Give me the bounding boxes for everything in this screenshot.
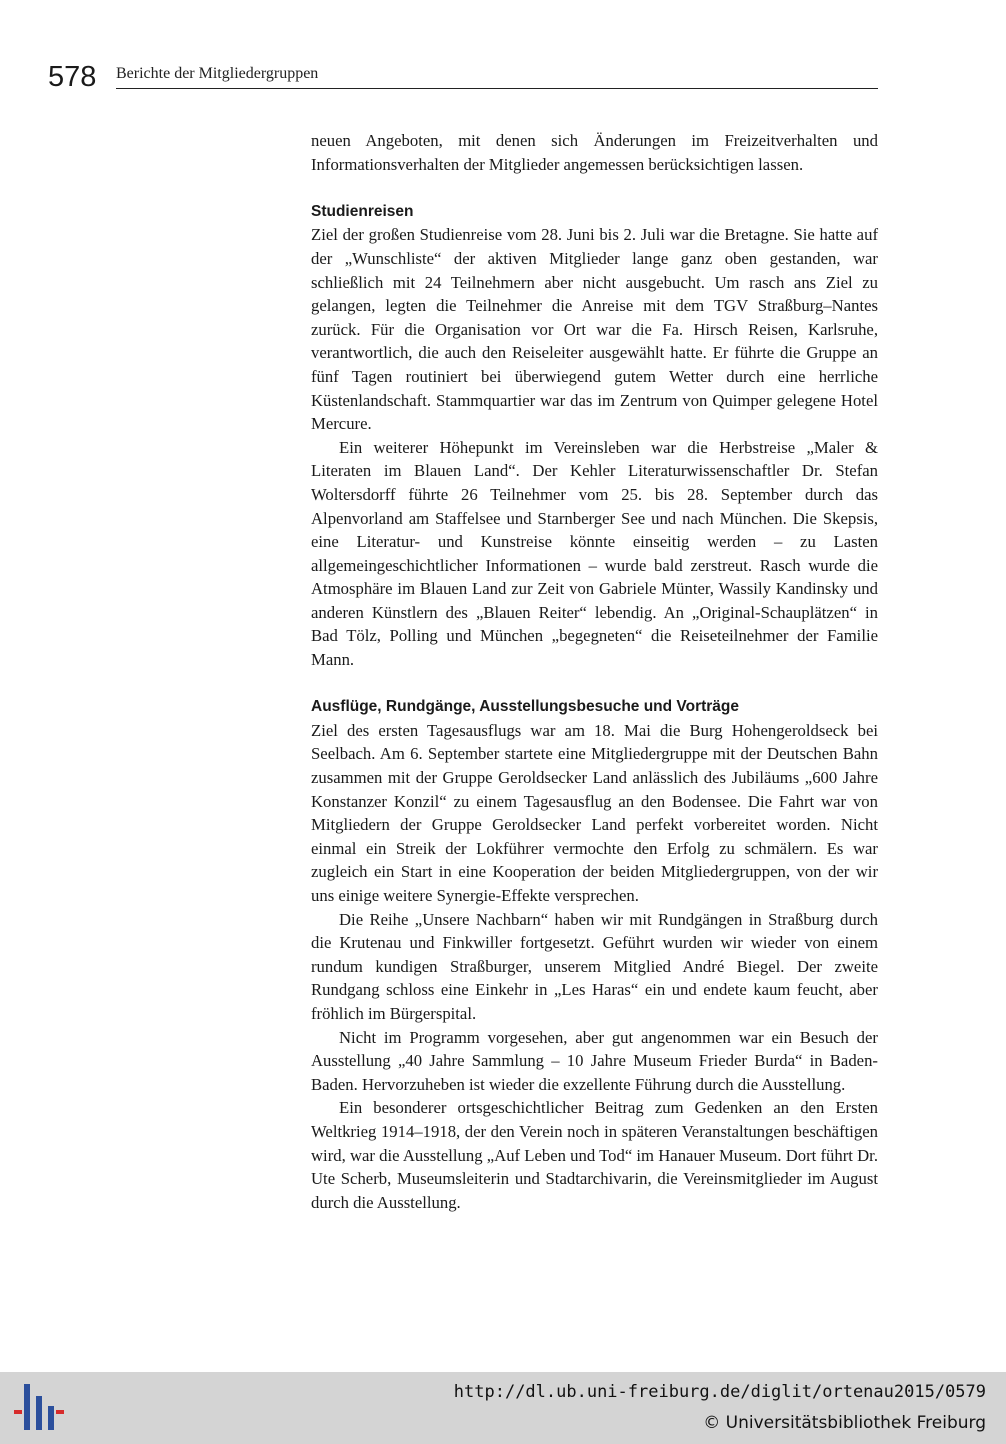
header-rule	[116, 88, 878, 89]
body-paragraph: Ein besonderer ortsgeschichtlicher Beitrag zum Gedenken an den Ersten Weltkrieg 1914–1918, der den Verein noch in späteren Veranstaltungen beschäftigen wird, war die Ausstellung „Auf Leben und Tod“ im Hanauer Museum. Dort führt Dr. Ute Scherb, Museumsleiterin und Stadtarchivarin, die Vereinsmitglieder im August durch die Ausstellung.	[311, 1098, 878, 1212]
section-gap	[311, 672, 878, 696]
section-heading-studienreisen: Studienreisen	[311, 202, 414, 220]
body-paragraph: Nicht im Programm vorgesehen, aber gut angenommen war ein Besuch der Ausstellung „40 Jahre Sammlung – 10 Jahre Museum Frieder Burda“ in Baden-Baden. Hervorzuheben ist wieder die exzellente Führung durch die Ausstellung.	[311, 1027, 878, 1094]
page-body	[311, 129, 878, 1214]
page-number: 578	[48, 61, 97, 93]
copyright-notice: © Universitätsbibliothek Freiburg	[703, 1413, 986, 1433]
intro-paragraph: neuen Angeboten, mit denen sich Änderungen im Freizeitverhalten und Informationsverhalten der Mitglieder angemessen berücksichtigen lassen.	[311, 131, 878, 174]
body-paragraph: Ziel des ersten Tagesausflugs war am 18. Mai die Burg Hohengeroldseck bei Seelbach. Am 6. September startete eine Mitgliedergruppe mit der Deutschen Bahn zusammen mit der Gruppe Geroldsecker Land anlässlich des Jubiläums „600 Jahre Konstanzer Konzil“ zu einem Tagesausflug an den Bodensee. Die Fahrt war von Mitgliedern der Gruppe Geroldsecker Land perfekt vorbereitet worden. Nicht einmal ein Streik der Lokführer vermochte den Erfolg zu schmälern. Es war zugleich ein Start in eine Kooperation der beiden Mitgliedergruppen, von der wir uns einige weitere Synergie-Effekte versprechen.	[311, 720, 878, 905]
page-header	[48, 60, 878, 92]
body-paragraph: Die Reihe „Unsere Nachbarn“ haben wir mit Rundgängen in Straßburg durch die Krutenau und Finkwiller fortgesetzt. Geführt wurden wir wieder von einem rundum kundigen Straßburger, unserem Mitglied André Biegel. Der zweite Rundgang schloss eine Einkehr in „Les Haras“ ein und endete kaum feucht, aber fröhlich im Bürgerspital.	[311, 909, 878, 1023]
section-gap	[311, 176, 878, 200]
library-logo-icon	[14, 1382, 64, 1432]
running-title: Berichte der Mitgliedergruppen	[116, 65, 319, 82]
body-paragraph: Ein weiterer Höhepunkt im Vereinsleben war die Herbstreise „Maler & Literaten im Blauen Land“. Der Kehler Literaturwissenschaftler Dr. Stefan Woltersdorff führte 26 Teilnehmer vom 25. bis 28. September durch das Alpenvorland am Staffelsee und Starnberger See und nach München. Die Skepsis, eine Literatur- und Kunstreise könnte einseitig werden – zu Lasten allgemeingeschichtlicher Informationen – wurde bald zerstreut. Rasch wurde die Atmosphäre im Blauen Land zur Zeit von Gabriele Münter, Wassily Kandinsky und anderen Künstlern des „Blauen Reiter“ lebendig. An „Original-Schauplätzen“ in Bad Tölz, Polling und München „begegneten“ die Reiseteilnehmer der Familie Mann.	[311, 437, 878, 670]
section-heading-ausfluege: Ausflüge, Rundgänge, Ausstellungsbesuche und Vorträge	[311, 698, 740, 716]
body-paragraph: Ziel der großen Studienreise vom 28. Juni bis 2. Juli war die Bretagne. Sie hatte auf der „Wunschliste“ der aktiven Mitglieder lange ganz oben gestanden, war schließlich mit 24 Teilnehmern aber nicht ausgebucht. Um rasch ans Ziel zu gelangen, legten die Teilnehmer die Anreise mit dem TGV Straßburg–Nantes zurück. Für die Organisation vor Ort war die Fa. Hirsch Reisen, Karlsruhe, verantwortlich, die auch den Reiseleiter ausgewählt hatte. Er führte die Gruppe an fünf Tagen routiniert bei überwiegend gutem Wetter durch eine herrliche Küstenlandschaft. Stammquartier war das im Zentrum von Quimper gelegene Hotel Mercure.	[311, 225, 878, 434]
footer-bar	[0, 1372, 1006, 1444]
source-url-link[interactable]: http://dl.ub.uni-freiburg.de/diglit/ortenau2015/0579	[453, 1382, 986, 1402]
